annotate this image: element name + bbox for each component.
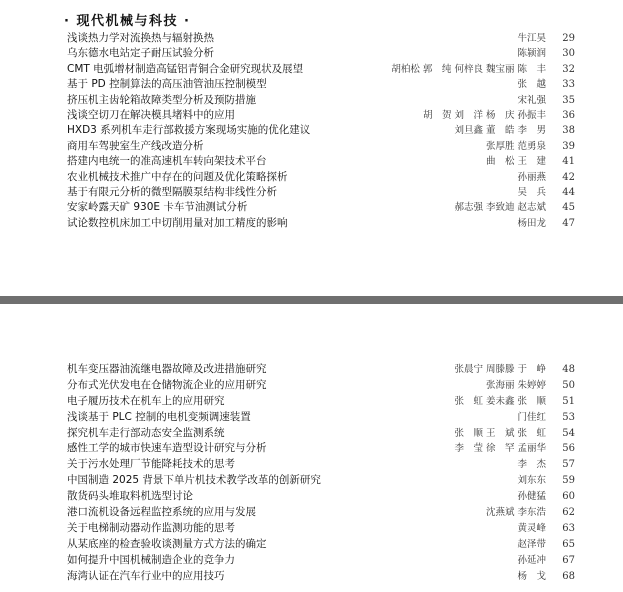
entry-page: 63 bbox=[562, 522, 575, 534]
entry-authors: 胡柏松 郭 纯 何梓良 魏宝丽 陈 丰 bbox=[391, 63, 546, 75]
entry-page: 29 bbox=[562, 33, 575, 44]
toc-entry[interactable] bbox=[0, 473, 623, 489]
entry-authors: 孙延冲 bbox=[517, 554, 546, 566]
entry-title: HXD3 系列机车走行部救援方案现场实施的优化建议 bbox=[67, 124, 311, 137]
toc-entry[interactable] bbox=[0, 216, 623, 231]
entry-page: 67 bbox=[562, 554, 575, 566]
entry-page: 47 bbox=[562, 217, 575, 229]
entry-page: 60 bbox=[562, 491, 575, 503]
entry-page: 38 bbox=[562, 125, 575, 137]
toc-entry[interactable] bbox=[0, 362, 623, 378]
toc-entry[interactable] bbox=[0, 537, 623, 553]
entry-title: 海湾认证在汽车行业中的应用技巧 bbox=[67, 569, 225, 582]
entry-title: 如何提升中国机械制造企业的竞争力 bbox=[67, 553, 235, 566]
entry-authors: 沈燕斌 李东浩 bbox=[485, 507, 546, 519]
entry-page: 62 bbox=[562, 507, 575, 519]
entry-page: 35 bbox=[562, 94, 575, 106]
entry-authors: 刘东东 bbox=[517, 475, 546, 487]
entry-authors: 曲 松 王 建 bbox=[485, 156, 546, 168]
entry-page: 59 bbox=[562, 475, 575, 487]
entry-page: 36 bbox=[562, 109, 575, 121]
entry-authors: 孙健猛 bbox=[517, 491, 546, 503]
toc-entry[interactable] bbox=[0, 410, 623, 426]
toc-entry[interactable] bbox=[0, 170, 623, 185]
entry-title: 感性工学的城市快速车造型设计研究与分析 bbox=[67, 442, 267, 455]
entry-authors: 刘旦鑫 董 皓 李 男 bbox=[454, 125, 546, 137]
toc-entry[interactable] bbox=[0, 123, 623, 138]
entry-authors: 赵泽带 bbox=[517, 538, 546, 550]
entry-authors: 李 莹 徐 罕 孟丽华 bbox=[454, 443, 546, 455]
entry-authors: 张海丽 朱婷婷 bbox=[485, 379, 546, 391]
toc-entry[interactable] bbox=[0, 441, 623, 457]
entry-page: 41 bbox=[562, 156, 575, 168]
entry-authors: 张厚胜 范勇泉 bbox=[485, 140, 546, 152]
entry-title: 农业机械技术推广中存在的问题及优化策略探析 bbox=[67, 170, 288, 183]
entry-title: 乌东德水电站定子耐压试验分析 bbox=[67, 47, 214, 60]
section-title: · 现代机械与科技 · bbox=[64, 14, 191, 29]
entry-title: 浅谈空切刀在解决模具堵料中的应用 bbox=[67, 108, 235, 121]
entry-page: 51 bbox=[562, 395, 575, 407]
entry-title: 关于电梯制动器动作监测功能的思考 bbox=[67, 521, 235, 534]
entry-authors: 孙丽燕 bbox=[517, 171, 546, 183]
entry-authors: 杨田龙 bbox=[517, 217, 546, 229]
entry-title: 搭建内电统一的准高速机车转向架技术平台 bbox=[67, 155, 267, 168]
entry-page: 33 bbox=[562, 79, 575, 91]
toc-entry[interactable] bbox=[0, 394, 623, 410]
entry-title: 机车变压器油流继电器故障及改进措施研究 bbox=[67, 363, 267, 375]
entry-title: 探究机车走行部动态安全监测系统 bbox=[67, 426, 225, 439]
toc-entry[interactable] bbox=[0, 489, 623, 505]
entry-title: 试论数控机床加工中切削用量对加工精度的影响 bbox=[67, 216, 288, 229]
entry-page: 45 bbox=[562, 202, 575, 214]
toc-entry[interactable] bbox=[0, 154, 623, 169]
entry-title: 从某底座的检查验收谈测量方式方法的确定 bbox=[67, 537, 267, 550]
entry-authors: 门佳红 bbox=[517, 411, 546, 423]
toc-list-top bbox=[0, 31, 623, 231]
entry-authors: 吴 兵 bbox=[517, 186, 546, 198]
entry-page: 53 bbox=[562, 411, 575, 423]
entry-page: 32 bbox=[562, 63, 575, 75]
entry-page: 56 bbox=[562, 443, 575, 455]
toc-entry[interactable] bbox=[0, 46, 623, 61]
entry-authors: 牛江昊 bbox=[517, 33, 546, 44]
entry-authors: 张晨宁 周滕滕 于 峥 bbox=[454, 364, 546, 375]
toc-entry[interactable] bbox=[0, 505, 623, 521]
toc-entry[interactable] bbox=[0, 108, 623, 123]
entry-page: 42 bbox=[562, 171, 575, 183]
toc-entry[interactable] bbox=[0, 553, 623, 569]
entry-authors: 陈颍润 bbox=[517, 48, 546, 60]
entry-title: 关于污水处理厂节能降耗技术的思考 bbox=[67, 458, 235, 471]
page-divider bbox=[0, 296, 623, 304]
entry-title: 分布式光伏发电在仓储物流企业的应用研究 bbox=[67, 378, 267, 391]
entry-title: 基于 PD 控制算法的高压油管油压控制模型 bbox=[67, 78, 267, 91]
entry-page: 48 bbox=[562, 364, 575, 375]
entry-title: CMT 电弧增材制造高锰铝青铜合金研究现状及展望 bbox=[67, 62, 304, 75]
toc-entry[interactable] bbox=[0, 457, 623, 473]
entry-page: 57 bbox=[562, 459, 575, 471]
entry-authors: 张 顺 王 斌 张 虹 bbox=[454, 427, 546, 439]
entry-title: 商用车驾驶室生产线改造分析 bbox=[67, 139, 204, 152]
entry-authors: 郝志强 李致迪 赵志斌 bbox=[454, 202, 546, 214]
toc-entry[interactable] bbox=[0, 139, 623, 154]
entry-title: 港口流机设备远程监控系统的应用与发展 bbox=[67, 506, 256, 519]
entry-page: 65 bbox=[562, 538, 575, 550]
entry-page: 44 bbox=[562, 186, 575, 198]
toc-entry[interactable] bbox=[0, 426, 623, 442]
toc-entry[interactable] bbox=[0, 200, 623, 215]
toc-entry[interactable] bbox=[0, 521, 623, 537]
entry-authors: 杨 戈 bbox=[517, 570, 546, 582]
toc-entry[interactable] bbox=[0, 31, 623, 46]
toc-entry[interactable] bbox=[0, 93, 623, 108]
entry-title: 挤压机主齿轮箱故障类型分析及预防措施 bbox=[67, 93, 256, 106]
entry-title: 电子履历技术在机车上的应用研究 bbox=[67, 394, 225, 407]
entry-authors: 宋礼强 bbox=[517, 94, 546, 106]
entry-authors: 李 杰 bbox=[517, 459, 546, 471]
entry-page: 30 bbox=[562, 48, 575, 60]
entry-authors: 张 虹 姜未鑫 张 顺 bbox=[454, 395, 546, 407]
entry-page: 50 bbox=[562, 379, 575, 391]
entry-authors: 胡 贺 刘 洋 杨 庆 孙振丰 bbox=[422, 109, 546, 121]
entry-authors: 张 越 bbox=[517, 79, 546, 91]
toc-entry[interactable] bbox=[0, 77, 623, 92]
entry-title: 浅谈基于 PLC 控制的电机变频调速装置 bbox=[67, 410, 251, 423]
entry-page: 68 bbox=[562, 570, 575, 582]
entry-page: 54 bbox=[562, 427, 575, 439]
entry-title: 中国制造 2025 背景下单片机技术教学改革的创新研究 bbox=[67, 474, 321, 487]
entry-authors: 黄灵峰 bbox=[517, 522, 546, 534]
toc-entry[interactable] bbox=[0, 378, 623, 394]
entry-title: 散货码头堆取料机选型讨论 bbox=[67, 490, 193, 503]
toc-list-bottom bbox=[0, 362, 623, 584]
entry-title: 安家岭露天矿 930E 卡车节油测试分析 bbox=[67, 201, 248, 214]
toc-entry[interactable] bbox=[0, 185, 623, 200]
entry-title: 浅谈热力学对流换热与辐射换热 bbox=[67, 32, 214, 44]
toc-entry[interactable] bbox=[0, 569, 623, 585]
entry-page: 39 bbox=[562, 140, 575, 152]
toc-entry[interactable] bbox=[0, 62, 623, 77]
entry-title: 基于有限元分析的微型隔膜泵结构非线性分析 bbox=[67, 185, 277, 198]
